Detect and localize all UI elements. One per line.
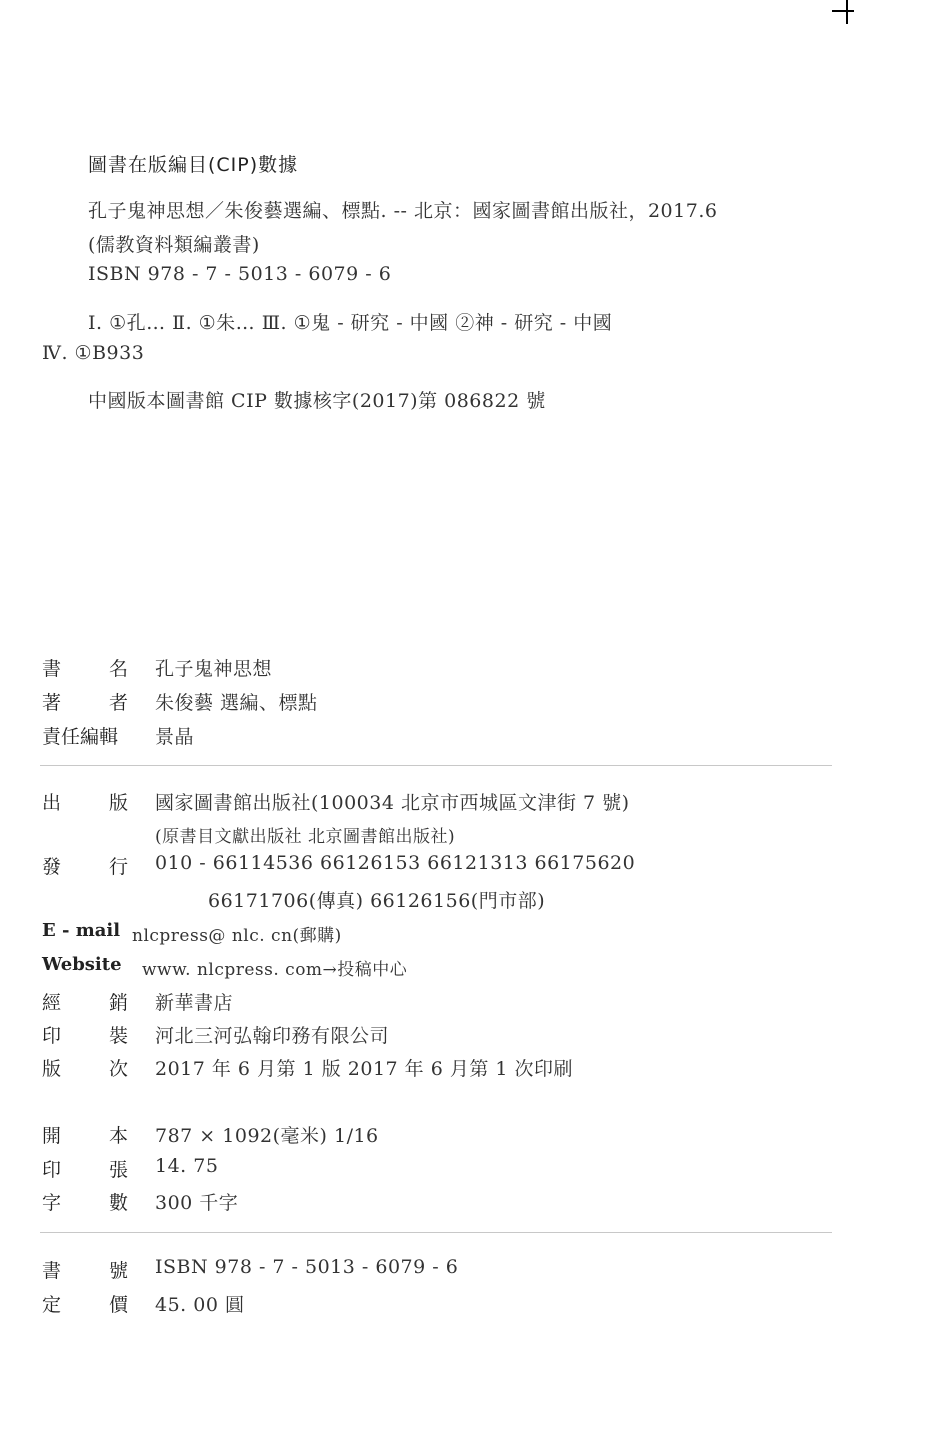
cip-number: 中國版本圖書館 CIP 數據核字(2017)第 086822 號 [88, 390, 546, 412]
label-char-1: 著 [42, 692, 62, 714]
label-char-2: 裝 [109, 1025, 129, 1047]
label-char-1: 發 [42, 856, 62, 878]
label-char-1: 版 [42, 1058, 62, 1080]
value-book-name: 孔子鬼神思想 [155, 658, 273, 680]
label-char-2: 者 [109, 692, 129, 714]
label-char-2: 版 [109, 792, 129, 814]
value-email: nlcpress@ nlc. cn(郵購) [132, 926, 342, 946]
value-distribution-fax: 66171706(傳真) 66126156(門市部) [208, 890, 546, 912]
value-sheets: 14. 75 [155, 1155, 219, 1177]
value-book-number: ISBN 978 - 7 - 5013 - 6079 - 6 [155, 1256, 459, 1278]
label-website: Website [42, 954, 122, 975]
label-char-2: 行 [109, 856, 129, 878]
label-char-2: 名 [109, 658, 129, 680]
cip-title-line: 孔子鬼神思想／朱俊藝選編、標點. -- 北京：國家圖書館出版社，2017.6 [88, 200, 718, 222]
value-editor: 景晶 [155, 726, 195, 748]
value-price: 45. 00 圓 [155, 1294, 245, 1316]
value-format: 787 × 1092(毫米) 1/16 [155, 1125, 379, 1147]
crop-mark-vertical [846, 0, 848, 24]
value-publisher: 國家圖書館出版社(100034 北京市西城區文津街 7 號) [155, 792, 630, 814]
label-char-1: 書 [42, 1260, 62, 1282]
crop-mark-horizontal [832, 10, 854, 12]
value-seller: 新華書店 [155, 992, 234, 1014]
value-distribution-phones: 010 - 66114536 66126153 66121313 66175620 [155, 852, 636, 874]
divider-2 [40, 1232, 832, 1233]
cip-subject-line-1: Ⅰ. ①孔… Ⅱ. ①朱… Ⅲ. ①鬼 - 研究 - 中國 ②神 - 研究 - 中國 [88, 312, 613, 334]
label-char-2: 張 [109, 1159, 129, 1181]
value-author: 朱俊藝 選編、標點 [155, 692, 318, 714]
value-publisher-former: (原書目文獻出版社 北京圖書館出版社) [155, 827, 456, 847]
label-char-2: 數 [109, 1192, 129, 1214]
label-char-1: 字 [42, 1192, 62, 1214]
cip-heading: 圖書在版編目(CIP)數據 [88, 154, 299, 176]
label-char-1: 出 [42, 792, 62, 814]
cip-subject-line-2: Ⅳ. ①B933 [42, 342, 145, 364]
label-char-1: 經 [42, 992, 62, 1014]
value-word-count: 300 千字 [155, 1192, 239, 1214]
value-edition: 2017 年 6 月第 1 版 2017 年 6 月第 1 次印刷 [155, 1058, 573, 1080]
label-email: E - mail [42, 920, 121, 941]
divider-1 [40, 765, 832, 766]
label-char-1: 印 [42, 1159, 62, 1181]
label-char-1: 開 [42, 1125, 62, 1147]
label-editor: 責任編輯 [42, 726, 119, 748]
cip-series-line: (儒教資料類編叢書) [88, 234, 260, 256]
label-char-2: 銷 [109, 992, 129, 1014]
label-char-2: 本 [109, 1125, 129, 1147]
cip-isbn-line: ISBN 978 - 7 - 5013 - 6079 - 6 [88, 263, 392, 285]
label-char-2: 次 [109, 1058, 129, 1080]
value-website: www. nlcpress. com→投稿中心 [142, 960, 408, 980]
label-char-2: 價 [109, 1294, 129, 1316]
label-char-1: 定 [42, 1294, 62, 1316]
label-char-1: 印 [42, 1025, 62, 1047]
value-printer: 河北三河弘翰印務有限公司 [155, 1025, 390, 1047]
label-char-1: 書 [42, 658, 62, 680]
label-char-2: 號 [109, 1260, 129, 1282]
